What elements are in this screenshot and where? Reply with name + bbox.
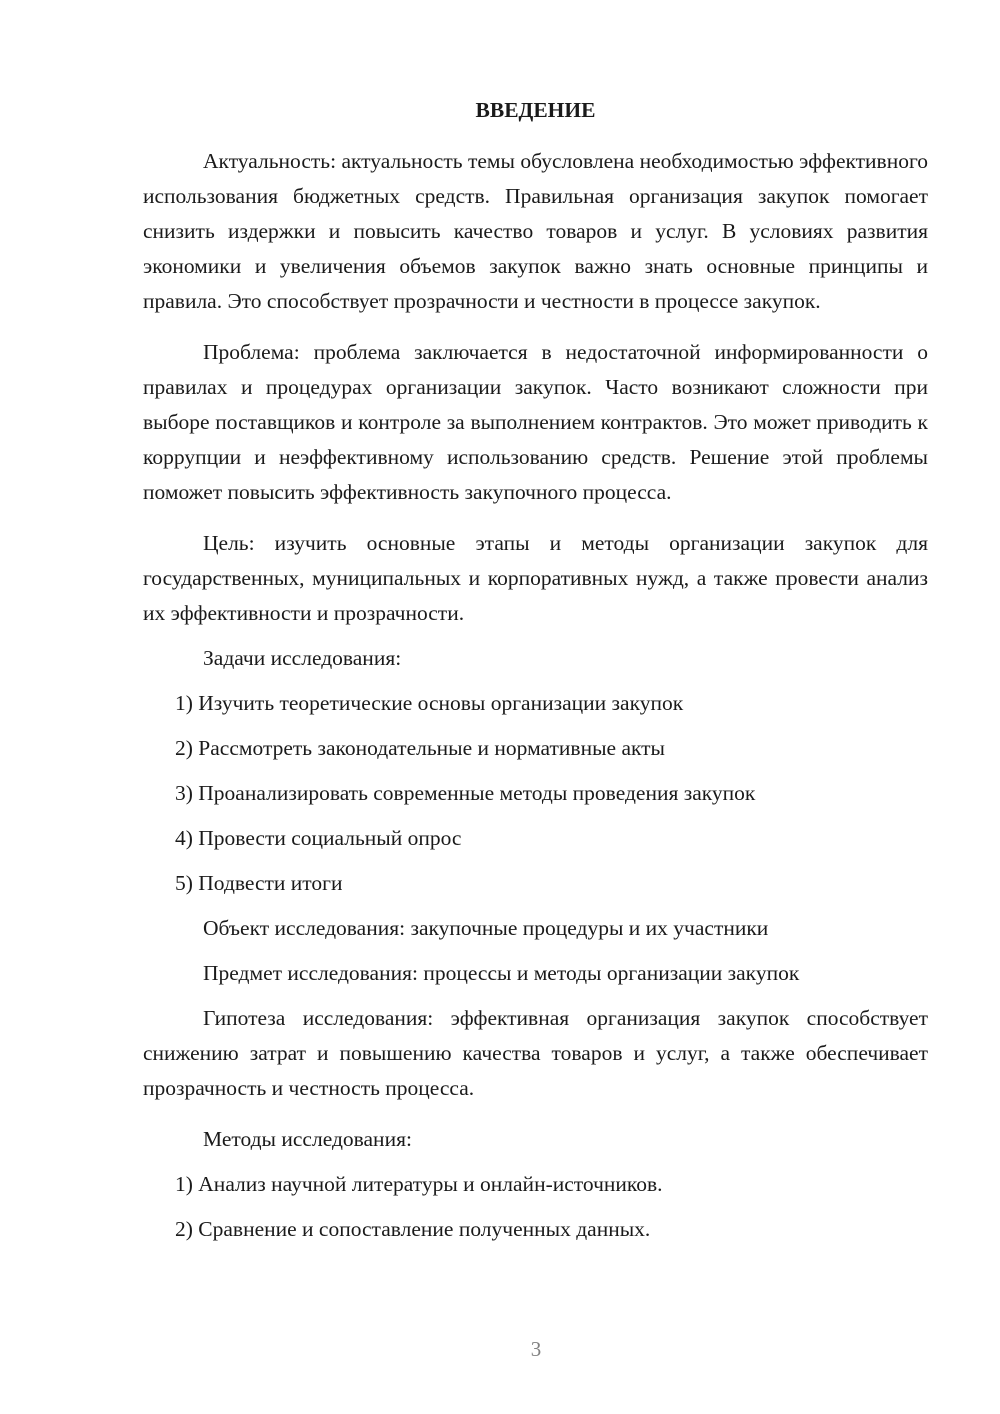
tasks-heading: Задачи исследования: [203, 646, 402, 670]
list-item: 1) Изучить теоретические основы организации закупок [175, 691, 684, 715]
list-item: 3) Проанализировать современные методы проведения закупок [175, 781, 756, 805]
problem-paragraph: Проблема: проблема заключается в недостаточной информированности о правилах и процедурах организации закупок. Часто возникают сложности при выборе поставщиков и контроле за выполнением контрактов. Это может приводить к коррупции и неэффективному использованию средств. Решение этой проблемы поможет повысить эффективность закупочного процесса. [143, 340, 928, 504]
goal-paragraph: Цель: изучить основные этапы и методы организации закупок для государственных, муниципальных и корпоративных нужд, а также провести анализ их эффективности и прозрачности. [143, 531, 928, 625]
relevance-paragraph: Актуальность: актуальность темы обусловлена необходимостью эффективного использования бюджетных средств. Правильная организация закупок помогает снизить издержки и повысить качество товаров и услуг. В условиях развития экономики и увеличения объемов закупок важно знать основные принципы и правила. Это способствует прозрачности и честности в процессе закупок. [143, 149, 928, 313]
list-item: 2) Сравнение и сопоставление полученных данных. [175, 1217, 651, 1241]
hypothesis-paragraph: Гипотеза исследования: эффективная организация закупок способствует снижению затрат и повышению качества товаров и услуг, а также обеспечивает прозрачность и честность процесса. [143, 1006, 928, 1100]
object-line: Объект исследования: закупочные процедуры и их участники [203, 916, 769, 940]
list-item: 5) Подвести итоги [175, 871, 343, 895]
page-number: 3 [530, 1337, 542, 1361]
document-page [143, 94, 928, 1257]
subject-line: Предмет исследования: процессы и методы организации закупок [203, 961, 800, 985]
list-item: 4) Провести социальный опрос [175, 826, 462, 850]
methods-heading: Методы исследования: [203, 1127, 412, 1151]
page-title: ВВЕДЕНИЕ [475, 98, 596, 122]
list-item: 1) Анализ научной литературы и онлайн-источников. [175, 1172, 663, 1196]
list-item: 2) Рассмотреть законодательные и нормативные акты [175, 736, 665, 760]
